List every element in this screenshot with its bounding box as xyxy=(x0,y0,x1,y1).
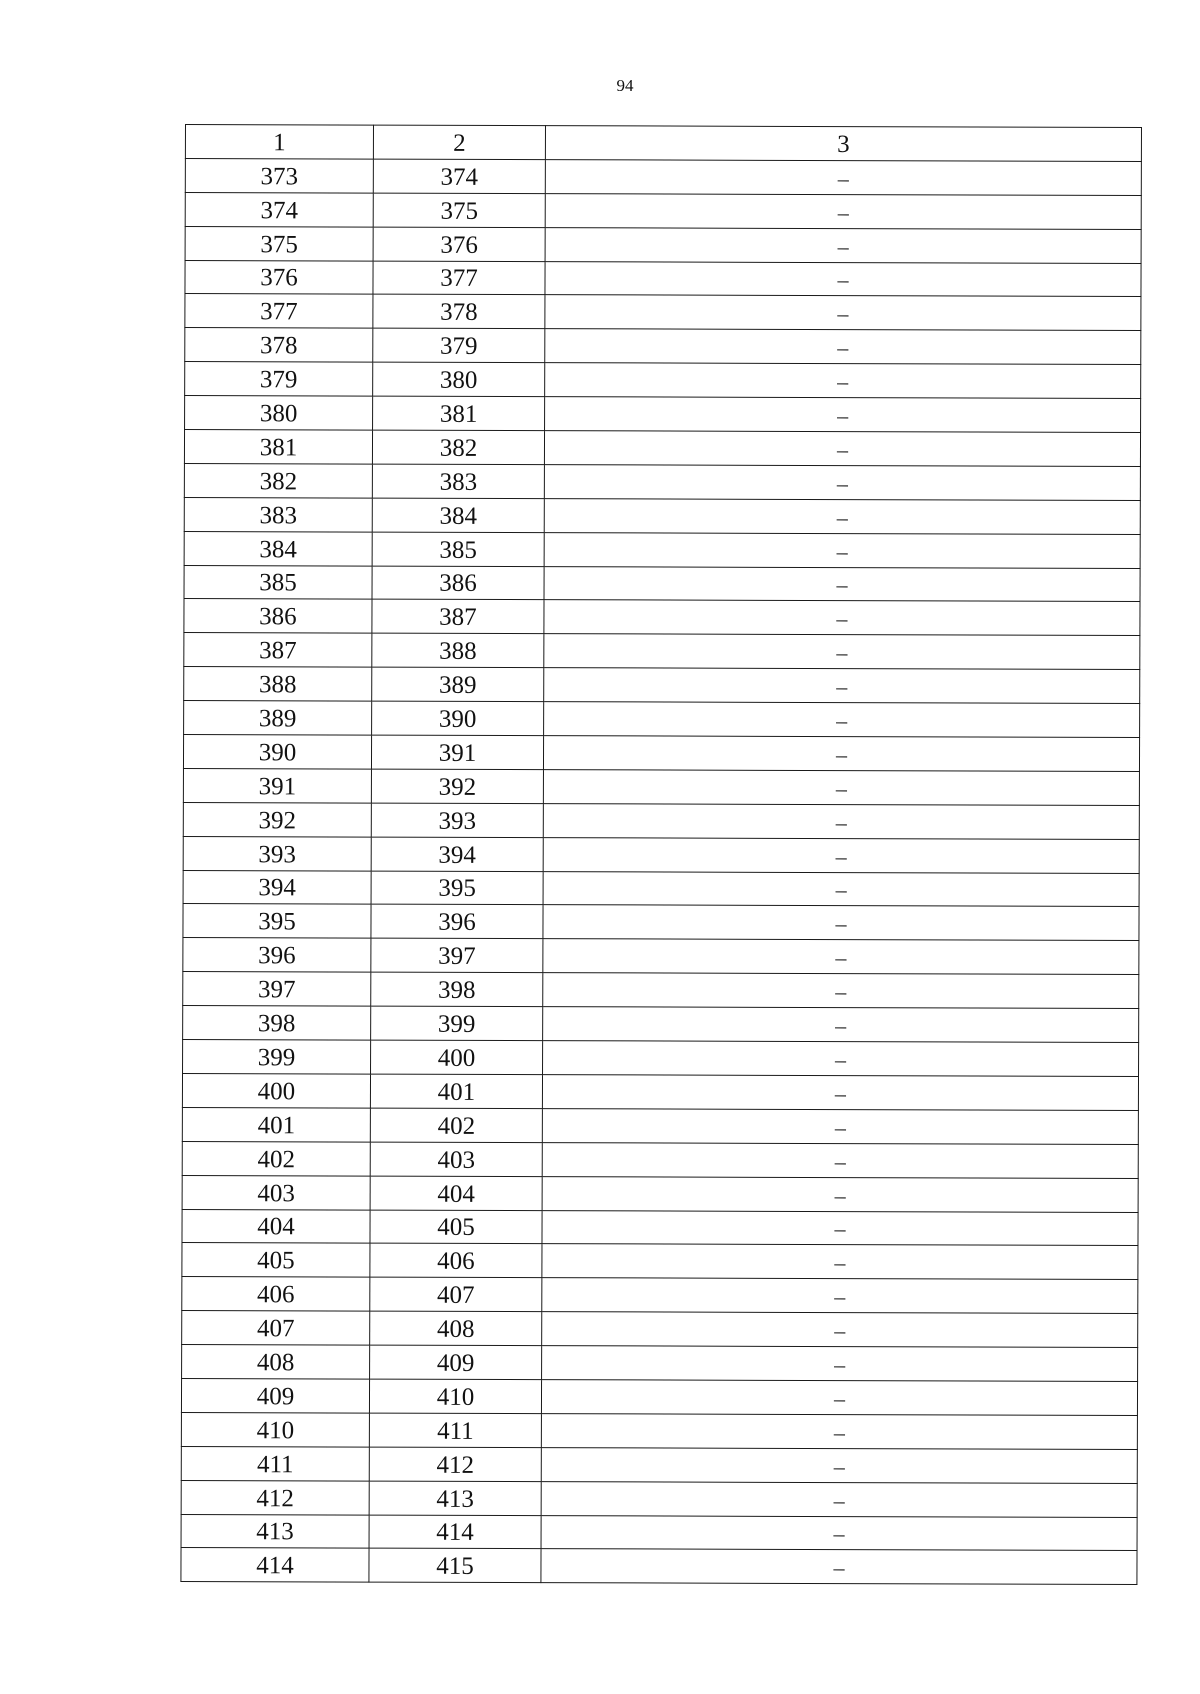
table-cell-col-1: 408 xyxy=(182,1345,370,1379)
table-cell-col-2: 398 xyxy=(371,972,543,1006)
table-cell-col-3: – xyxy=(544,465,1140,501)
table-cell-col-1: 392 xyxy=(183,802,371,836)
table-row xyxy=(185,158,1141,195)
table-cell-col-1: 398 xyxy=(183,1006,371,1040)
table-cell-col-2: 406 xyxy=(370,1243,542,1277)
table-row xyxy=(181,1378,1137,1415)
table-cell-col-2: 381 xyxy=(373,396,545,430)
column-header-3: 3 xyxy=(545,126,1141,162)
table-cell-col-1: 390 xyxy=(183,735,371,769)
table-row xyxy=(184,531,1140,568)
table-cell-col-3: – xyxy=(541,1380,1137,1416)
table-cell-col-3: – xyxy=(544,702,1140,738)
table-header-row xyxy=(185,125,1141,162)
table-cell-col-2: 390 xyxy=(372,701,544,735)
table-cell-col-1: 395 xyxy=(183,904,371,938)
table-cell-col-3: – xyxy=(542,1075,1138,1111)
table-cell-col-2: 400 xyxy=(371,1040,543,1074)
table-row xyxy=(182,1141,1138,1178)
table-cell-col-3: – xyxy=(544,634,1140,670)
table-cell-col-3: – xyxy=(545,329,1141,365)
table-row xyxy=(181,1480,1137,1517)
table-cell-col-2: 409 xyxy=(370,1345,542,1379)
table-cell-col-2: 407 xyxy=(370,1277,542,1311)
table-cell-col-3: – xyxy=(544,668,1140,704)
table-cell-col-1: 396 xyxy=(183,938,371,972)
table-row xyxy=(183,1006,1139,1043)
table-cell-col-1: 401 xyxy=(182,1107,370,1141)
table-cell-col-3: – xyxy=(542,1176,1138,1212)
table-cell-col-2: 413 xyxy=(369,1481,541,1515)
table-cell-col-1: 411 xyxy=(181,1446,369,1480)
table-cell-col-2: 383 xyxy=(372,464,544,498)
table-cell-col-1: 376 xyxy=(185,260,373,294)
table-row xyxy=(183,938,1139,975)
table-cell-col-3: – xyxy=(544,532,1140,568)
data-table-container xyxy=(180,124,1141,1585)
table-cell-col-1: 388 xyxy=(184,667,372,701)
table-cell-col-2: 384 xyxy=(372,498,544,532)
table-cell-col-3: – xyxy=(543,736,1139,772)
table-row xyxy=(184,565,1140,602)
page-number: 94 xyxy=(616,76,634,95)
table-cell-col-3: – xyxy=(542,1210,1138,1246)
table-cell-col-2: 415 xyxy=(369,1548,541,1582)
table-row xyxy=(182,1107,1138,1144)
table-cell-col-2: 388 xyxy=(372,633,544,667)
table-cell-col-3: – xyxy=(541,1515,1137,1551)
column-header-1: 1 xyxy=(185,125,373,159)
table-cell-col-1: 414 xyxy=(181,1548,369,1582)
table-cell-col-3: – xyxy=(545,193,1141,229)
table-cell-col-2: 410 xyxy=(369,1379,541,1413)
table-row xyxy=(182,1073,1138,1110)
table-cell-col-1: 405 xyxy=(182,1243,370,1277)
table-cell-col-2: 377 xyxy=(373,261,545,295)
table-row xyxy=(183,802,1139,839)
table-row xyxy=(181,1446,1137,1483)
table-cell-col-3: – xyxy=(542,1142,1138,1178)
table-cell-col-1: 399 xyxy=(183,1040,371,1074)
table-cell-col-2: 405 xyxy=(370,1210,542,1244)
table-cell-col-1: 412 xyxy=(181,1480,369,1514)
table-cell-col-3: – xyxy=(545,363,1141,399)
table-cell-col-2: 385 xyxy=(372,532,544,566)
table-row xyxy=(183,870,1139,907)
table-row xyxy=(185,260,1141,297)
table-row xyxy=(182,1345,1138,1382)
table-cell-col-3: – xyxy=(543,1007,1139,1043)
table-cell-col-1: 410 xyxy=(181,1412,369,1446)
table-cell-col-1: 380 xyxy=(185,396,373,430)
table-cell-col-2: 379 xyxy=(373,328,545,362)
table-row xyxy=(184,667,1140,704)
table-cell-col-1: 373 xyxy=(185,158,373,192)
table-row xyxy=(181,1412,1137,1449)
table-cell-col-1: 384 xyxy=(184,531,372,565)
table-row xyxy=(182,1243,1138,1280)
table-cell-col-3: – xyxy=(541,1413,1137,1449)
table-cell-col-1: 404 xyxy=(182,1209,370,1243)
table-row xyxy=(183,904,1139,941)
table-row xyxy=(182,1209,1138,1246)
table-cell-col-3: – xyxy=(542,1244,1138,1280)
table-cell-col-1: 391 xyxy=(183,768,371,802)
table-row xyxy=(184,701,1140,738)
table-cell-col-2: 397 xyxy=(371,938,543,972)
table-cell-col-2: 382 xyxy=(372,430,544,464)
table-row xyxy=(183,972,1139,1009)
table-cell-col-1: 382 xyxy=(184,463,372,497)
table-row xyxy=(184,633,1140,670)
table-cell-col-1: 406 xyxy=(182,1277,370,1311)
table-row xyxy=(182,1175,1138,1212)
table-cell-col-1: 402 xyxy=(182,1141,370,1175)
table-row xyxy=(184,463,1140,500)
table-row xyxy=(181,1548,1137,1585)
table-cell-col-2: 403 xyxy=(370,1142,542,1176)
table-cell-col-2: 401 xyxy=(370,1074,542,1108)
table-row xyxy=(184,497,1140,534)
table-cell-col-3: – xyxy=(545,160,1141,196)
table-cell-col-3: – xyxy=(543,973,1139,1009)
table-cell-col-2: 412 xyxy=(369,1447,541,1481)
table-cell-col-1: 397 xyxy=(183,972,371,1006)
table-cell-col-2: 396 xyxy=(371,905,543,939)
column-header-2: 2 xyxy=(373,125,545,159)
table-cell-col-1: 374 xyxy=(185,192,373,226)
table-row xyxy=(181,1514,1137,1551)
table-cell-col-3: – xyxy=(544,498,1140,534)
table-cell-col-1: 378 xyxy=(185,328,373,362)
table-cell-col-1: 383 xyxy=(184,497,372,531)
table-cell-col-3: – xyxy=(543,770,1139,806)
table-cell-col-3: – xyxy=(543,803,1139,839)
table-cell-col-2: 375 xyxy=(373,193,545,227)
table-cell-col-1: 386 xyxy=(184,599,372,633)
table-cell-col-3: – xyxy=(542,1278,1138,1314)
table-cell-col-1: 379 xyxy=(185,362,373,396)
table-row xyxy=(183,768,1139,805)
table-cell-col-3: – xyxy=(541,1481,1137,1517)
table-cell-col-3: – xyxy=(542,1108,1138,1144)
table-cell-col-1: 385 xyxy=(184,565,372,599)
table-cell-col-3: – xyxy=(545,397,1141,433)
table-row xyxy=(185,362,1141,399)
table-cell-col-3: – xyxy=(541,1549,1137,1585)
table-cell-col-2: 376 xyxy=(373,227,545,261)
table-cell-col-3: – xyxy=(543,939,1139,975)
table-cell-col-3: – xyxy=(542,1346,1138,1382)
table-row xyxy=(182,1277,1138,1314)
table-cell-col-2: 395 xyxy=(371,871,543,905)
table-cell-col-3: – xyxy=(542,1312,1138,1348)
table-cell-col-2: 399 xyxy=(371,1006,543,1040)
table-row xyxy=(185,328,1141,365)
table-cell-col-2: 374 xyxy=(373,159,545,193)
table-cell-col-2: 404 xyxy=(370,1176,542,1210)
table-cell-col-1: 393 xyxy=(183,836,371,870)
table-cell-col-3: – xyxy=(543,871,1139,907)
table-cell-col-1: 375 xyxy=(185,226,373,260)
table-cell-col-1: 413 xyxy=(181,1514,369,1548)
data-table xyxy=(180,124,1142,1585)
table-row xyxy=(185,226,1141,263)
table-row xyxy=(183,735,1139,772)
table-row xyxy=(182,1311,1138,1348)
table-row xyxy=(184,430,1140,467)
table-cell-col-3: – xyxy=(545,227,1141,263)
table-cell-col-1: 407 xyxy=(182,1311,370,1345)
table-cell-col-3: – xyxy=(543,837,1139,873)
table-cell-col-2: 389 xyxy=(372,667,544,701)
table-row xyxy=(185,396,1141,433)
table-row xyxy=(184,599,1140,636)
table-cell-col-3: – xyxy=(544,566,1140,602)
table-cell-col-2: 386 xyxy=(372,566,544,600)
table-cell-col-2: 394 xyxy=(371,837,543,871)
table-cell-col-3: – xyxy=(544,431,1140,467)
table-cell-col-1: 389 xyxy=(184,701,372,735)
table-cell-col-3: – xyxy=(545,295,1141,331)
table-cell-col-2: 380 xyxy=(373,362,545,396)
table-cell-col-3: – xyxy=(545,261,1141,297)
table-cell-col-2: 393 xyxy=(371,803,543,837)
table-cell-col-1: 381 xyxy=(184,430,372,464)
table-cell-col-2: 387 xyxy=(372,600,544,634)
table-row xyxy=(183,1040,1139,1077)
table-cell-col-2: 391 xyxy=(371,735,543,769)
table-cell-col-1: 394 xyxy=(183,870,371,904)
table-cell-col-1: 409 xyxy=(181,1378,369,1412)
table-row xyxy=(185,192,1141,229)
table-cell-col-2: 408 xyxy=(370,1311,542,1345)
table-cell-col-2: 392 xyxy=(371,769,543,803)
table-cell-col-2: 414 xyxy=(369,1515,541,1549)
table-cell-col-1: 377 xyxy=(185,294,373,328)
table-cell-col-2: 402 xyxy=(370,1108,542,1142)
table-body xyxy=(181,158,1141,1584)
table-cell-col-1: 387 xyxy=(184,633,372,667)
table-cell-col-3: – xyxy=(543,905,1139,941)
table-cell-col-2: 411 xyxy=(369,1413,541,1447)
table-cell-col-3: – xyxy=(541,1447,1137,1483)
table-cell-col-3: – xyxy=(543,1041,1139,1077)
table-cell-col-1: 400 xyxy=(182,1073,370,1107)
table-cell-col-2: 378 xyxy=(373,295,545,329)
table-cell-col-1: 403 xyxy=(182,1175,370,1209)
table-cell-col-3: – xyxy=(544,600,1140,636)
table-row xyxy=(185,294,1141,331)
table-row xyxy=(183,836,1139,873)
